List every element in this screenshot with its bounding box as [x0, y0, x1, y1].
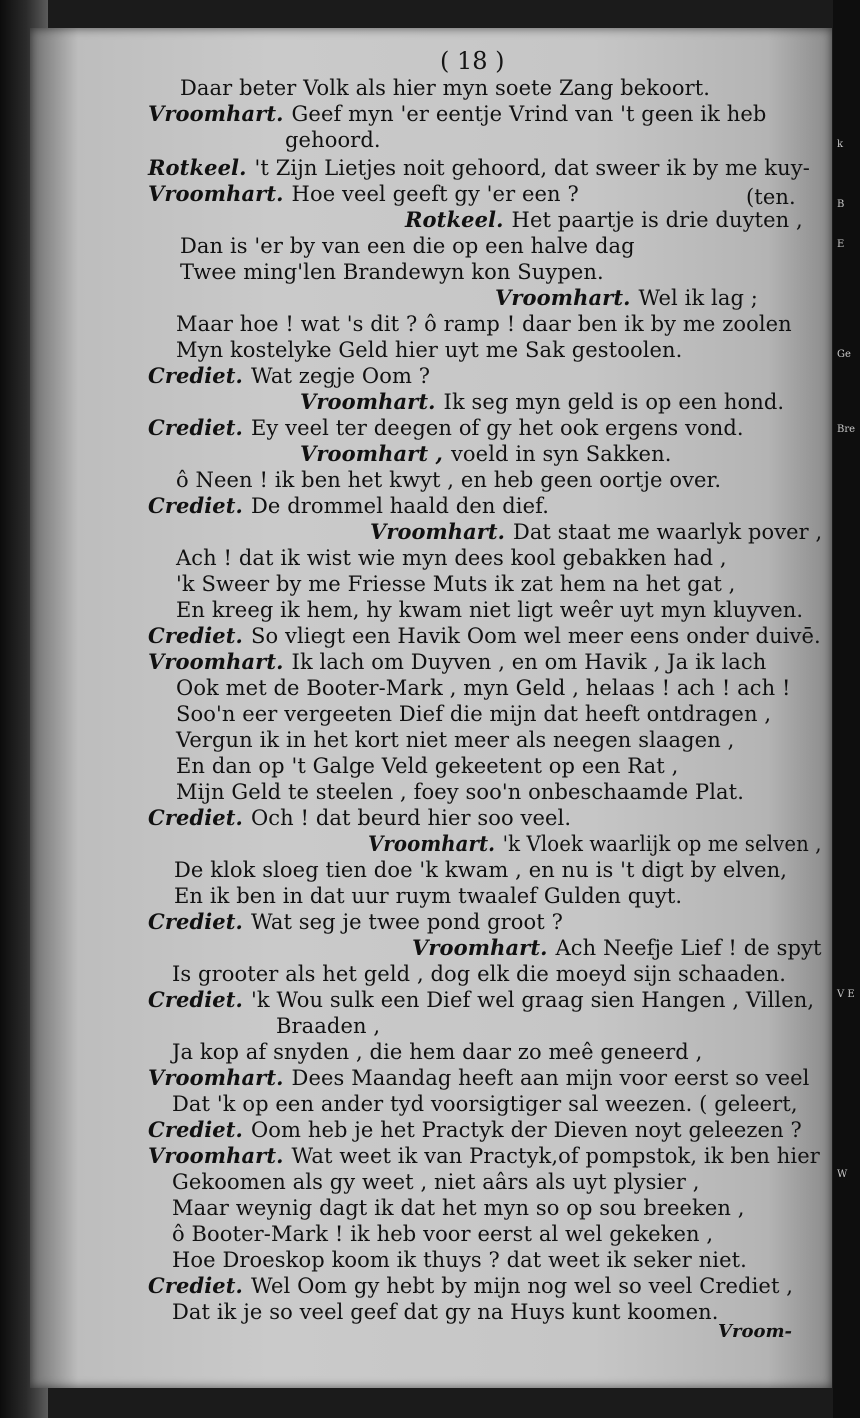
- text-line: [148, 1119, 802, 1141]
- catch-word: Vroom-: [718, 1321, 792, 1342]
- text-line: [148, 1067, 809, 1089]
- line-text: Och ! dat beurd hier soo veel.: [250, 806, 572, 830]
- line-text: Ja kop af snyden , die hem daar zo meê geneerd ,: [172, 1040, 703, 1064]
- line-text: Dat 'k op een ander tyd voorsigtiger sal weezen. ( geleert,: [172, 1092, 798, 1116]
- text-line: [172, 1041, 702, 1063]
- speaker-name: Crediet.: [148, 987, 243, 1012]
- line-text: Ook met de Booter-Mark , myn Geld , helaas ! ach ! ach !: [176, 676, 791, 700]
- speaker-name: Vroomhart.: [370, 519, 506, 544]
- speaker-name: Vroomhart.: [148, 101, 284, 126]
- speaker-name: Crediet.: [148, 909, 243, 934]
- speaker-name: Crediet.: [148, 493, 243, 518]
- line-text: Vergun ik in het kort niet meer als neegen slaagen ,: [176, 728, 735, 752]
- speaker-name: Vroomhart.: [300, 389, 436, 414]
- line-text: 'k Sweer by me Friesse Muts ik zat hem na het gat ,: [176, 572, 736, 596]
- text-line: [172, 1171, 700, 1193]
- speaker-name: Rotkeel.: [148, 155, 247, 180]
- text-line: [276, 1015, 380, 1037]
- line-text: De klok sloeg tien doe 'k kwam , en nu is 't digt by elven,: [174, 858, 788, 882]
- text-line: [180, 77, 710, 99]
- line-text: Hoe Droeskop koom ik thuys ? dat weet ik seker niet.: [172, 1248, 747, 1272]
- line-text: Wel Oom gy hebt by mijn nog wel so veel Crediet ,: [250, 1274, 794, 1298]
- line-text: Ik lach om Duyven , en om Havik , Ja ik lach: [291, 650, 767, 674]
- line-text: Maar hoe ! wat 's dit ? ô ramp ! daar ben ik by me zoolen: [176, 312, 792, 336]
- line-text: Wat zegje Oom ?: [250, 364, 431, 388]
- line-text: Oom heb je het Practyk der Dieven noyt geleezen ?: [250, 1118, 802, 1142]
- line-text: Ey veel ter deegen of gy het ook ergens vond.: [250, 416, 744, 440]
- text-line: [368, 833, 822, 855]
- text-line: [176, 781, 744, 803]
- line-text: Myn kostelyke Geld hier uyt me Sak gestoolen.: [176, 338, 683, 362]
- line-text: Het paartje is drie duyten ,: [511, 208, 803, 232]
- speaker-name: Rotkeel.: [405, 207, 504, 232]
- line-text: Wat seg je twee pond groot ?: [250, 910, 563, 934]
- line-text: De drommel haald den dief.: [250, 494, 550, 518]
- text-line: [285, 129, 381, 151]
- adjacent-fragment: W: [837, 1169, 848, 1180]
- text-line: [180, 261, 604, 283]
- line-text: En kreeg ik hem, hy kwam niet ligt weêr uyt myn kluyven.: [176, 598, 804, 622]
- text-line: [148, 365, 430, 387]
- text-line: [405, 209, 803, 231]
- line-text: Dan is 'er by van een die op een halve dag: [180, 234, 635, 258]
- line-text: Dees Maandag heeft aan mijn voor eerst so veel: [291, 1066, 810, 1090]
- text-line: [174, 859, 787, 881]
- speaker-name: Crediet.: [148, 1273, 243, 1298]
- text-line: [148, 1275, 793, 1297]
- line-text: 't Zijn Lietjes noit gehoord, dat sweer ik by me kuy-: [254, 156, 810, 180]
- text-line: [172, 1197, 745, 1219]
- text-line: [412, 937, 822, 959]
- text-line: [176, 729, 734, 751]
- line-text: Wat weet ik van Practyk,of pompstok, ik ben hier: [291, 1144, 820, 1168]
- speaker-name: Vroomhart.: [412, 935, 548, 960]
- text-line: [148, 183, 579, 205]
- text-line: [370, 521, 822, 543]
- speaker-name: Crediet.: [148, 363, 243, 388]
- speaker-name: Vroomhart ,: [300, 441, 443, 466]
- text-line: [148, 157, 810, 179]
- adjacent-page-strip: [833, 0, 860, 1418]
- line-text: ô Neen ! ik ben het kwyt , en heb geen oortje over.: [176, 468, 722, 492]
- adjacent-fragment: B: [837, 199, 845, 210]
- text-line: [176, 703, 771, 725]
- adjacent-fragment: V E: [837, 989, 855, 1000]
- speaker-name: Crediet.: [148, 415, 243, 440]
- text-line: [176, 313, 792, 335]
- text-line: [148, 651, 766, 673]
- text-line: [495, 287, 758, 309]
- speaker-name: Crediet.: [148, 805, 243, 830]
- text-line: [148, 807, 571, 829]
- line-text: Dat staat me waarlyk pover ,: [512, 520, 823, 544]
- text-line: [172, 1093, 798, 1115]
- text-line: [148, 625, 821, 647]
- line-text: So vliegt een Havik Oom wel meer eens onder duivē.: [250, 624, 821, 648]
- line-text: Dat ik je so veel geef dat gy na Huys kunt koomen.: [172, 1300, 719, 1324]
- text-line: [148, 495, 549, 517]
- line-text: En dan op 't Galge Veld gekeetent op een Rat ,: [176, 754, 679, 778]
- text-line: [148, 1145, 820, 1167]
- line-text: Soo'n eer vergeeten Dief die mijn dat heeft ontdragen ,: [176, 702, 772, 726]
- line-text: Ach ! dat ik wist wie myn dees kool gebakken had ,: [176, 546, 727, 570]
- speaker-name: Crediet.: [148, 1117, 243, 1142]
- text-line: [300, 443, 671, 465]
- text-line: [176, 573, 735, 595]
- adjacent-fragment: Bre: [837, 424, 856, 435]
- text-line: [176, 599, 803, 621]
- line-text: 'k Wou sulk een Dief wel graag sien Hangen , Villen,: [250, 988, 815, 1012]
- text-line: [172, 1249, 747, 1271]
- text-line: [148, 417, 744, 439]
- line-text: Wel ik lag ;: [638, 286, 758, 310]
- text-line: [148, 989, 814, 1011]
- text-line: [176, 677, 791, 699]
- text-line: [172, 1223, 713, 1245]
- text-line: [148, 103, 766, 125]
- speaker-name: Vroomhart.: [148, 649, 284, 674]
- text-line: [300, 391, 784, 413]
- line-text: Braaden ,: [276, 1014, 381, 1038]
- text-line: [176, 339, 682, 361]
- speaker-name: Crediet.: [148, 623, 243, 648]
- adjacent-fragment: Ge: [837, 349, 851, 360]
- line-text: Geef myn 'er eentje Vrind van 't geen ik heb: [291, 102, 767, 126]
- text-line: [172, 1301, 719, 1323]
- text-line: [176, 755, 678, 777]
- line-text: Hoe veel geeft gy 'er een ?: [291, 182, 579, 206]
- text-line: [148, 911, 563, 933]
- line-text: (ten.: [746, 185, 796, 209]
- text-line: [746, 186, 796, 208]
- line-text: 'k Vloek waarlijk op me selven ,: [502, 832, 822, 856]
- text-line: [172, 963, 786, 985]
- line-text: ô Booter-Mark ! ik heb voor eerst al wel gekeken ,: [172, 1222, 714, 1246]
- line-text: Twee ming'len Brandewyn kon Suypen.: [180, 260, 604, 284]
- line-text: voeld in syn Sakken.: [450, 442, 672, 466]
- line-text: Gekoomen als gy weet , niet aârs als uyt plysier ,: [172, 1170, 700, 1194]
- line-text: Maar weynig dagt ik dat het myn so op sou breeken ,: [172, 1196, 745, 1220]
- page-number: ( 18 ): [440, 47, 505, 75]
- text-line: [176, 469, 721, 491]
- line-text: Ach Neefje Lief ! de spyt: [555, 936, 822, 960]
- line-text: Is grooter als het geld , dog elk die moeyd sijn schaaden.: [172, 962, 787, 986]
- text-line: [176, 547, 727, 569]
- speaker-name: Vroomhart.: [148, 1143, 284, 1168]
- speaker-name: Vroomhart.: [368, 831, 496, 856]
- line-text: Mijn Geld te steelen , foey soo'n onbeschaamde Plat.: [176, 780, 744, 804]
- line-text: Ik seg myn geld is op een hond.: [443, 390, 785, 414]
- speaker-name: Vroomhart.: [495, 285, 631, 310]
- text-line: [174, 885, 682, 907]
- text-line: [180, 235, 635, 257]
- line-text: Daar beter Volk als hier myn soete Zang bekoort.: [180, 76, 711, 100]
- speaker-name: Vroomhart.: [148, 181, 284, 206]
- line-text: En ik ben in dat uur ruym twaalef Gulden quyt.: [174, 884, 683, 908]
- speaker-name: Vroomhart.: [148, 1065, 284, 1090]
- line-text: gehoord.: [285, 128, 381, 152]
- adjacent-fragment: E: [837, 239, 845, 250]
- adjacent-fragment: k: [837, 139, 844, 150]
